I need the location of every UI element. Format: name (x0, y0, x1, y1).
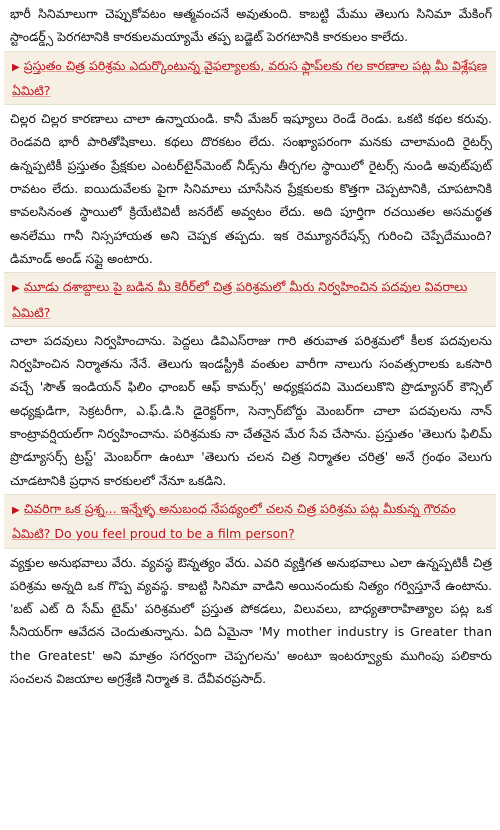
question-2-text: మూడు దశాబ్దాలు పై బడిన మీ కెరీర్‌లో చిత్ర పరిశ్రమలో మీరు నిర్వహించిన పదవుల వివరాలు ఏమిటి? (12, 279, 468, 320)
answer-2: చాలా పదవులు నిర్వహించాను. పెద్దలు డివిఎస్‌రాజు గారి తరువాత పరిశ్రమలో కీలక పదవులను నిర్వహించిన నిర్మాతను నేనే. తెలుగు ఇండస్ట్రీకి వంతుల వారీగా నాలుగు సంవత్సరాలకు ఒకసారి వచ్చే 'సౌత్ ఇండియన్ ఫిలిం ఛాంబర్ ఆఫ్ కామర్స్' అధ్యక్షపదవి మొదలుకొని ప్రొడ్యూసర్ కౌన్సిల్ అధ్యక్షుడిగా, సెక్రటరీగా, ఎ.ఫ్.డి.సి డైరెక్టర్‌గా, సెన్సార్‌బోర్డు మెంబర్‌గా చాలా పదవులను నాన్ కాంట్రావర్షియల్‌గా నిర్వహించాను. పరిశ్రమకు నా చేతనైన మేర సేవ చేసాను. ప్రస్తుతం 'తెలుగు ఫిలిమ్ ప్రొడ్యూసర్స్ ట్రస్ట్' మెంబర్‌గా ఉంటూ 'తెలుగు చలన చిత్ర నిర్మాతల చరిత్ర' అనే గ్రంథం వెలుగు చూడటానికి ప్రధాన కారకులలో నేనూ ఒకడిని. (10, 332, 492, 488)
question-3 (4, 494, 496, 549)
question-3-text: చివరిగా ఒక ప్రశ్న... ఇన్నేళ్ళ అనుబంధ నేపథ్యంలో చలన చిత్ర పరిశ్రమ పట్ల మీకున్న గౌరవం ఏమిటి? Do you feel proud to be a film person? (12, 500, 456, 542)
triangle-right-icon: ▶ (12, 61, 20, 73)
question-2 (4, 272, 496, 327)
triangle-right-icon: ▶ (12, 283, 20, 295)
question-1-text: ప్రస్తుతం చిత్ర పరిశ్రమ ఎదుర్కొంటున్న వైఫల్యాలకు, వరుస ఫ్లాప్‌లకు గల కారణాల పట్ల మీ విశ్లేషణ ఏమిటి? (12, 57, 488, 98)
triangle-right-icon: ▶ (12, 504, 20, 516)
question-1 (4, 51, 496, 106)
paragraph-intro: భారీ సినిమాలుగా చెప్పుకోవటం ఆత్మవంచనే అవుతుంది. కాబట్టి మేము తెలుగు సినిమా మేకింగ్ స్టాండర్డ్స్ పెరగటానికి కారకులమయ్యామే తప్ప బడ్జెట్ పెరగటానికి కారకులం కాలేదు. (10, 6, 492, 45)
answer-1: చిల్లర చిల్లర కారణాలు చాలా ఉన్నాయండి. కానీ మేజర్ ఇష్యూలు రెండే రెండు. ఒకటి కథల కరువు. రెండవది భారీ పారితోషికాలు. కథలు దొరకటం లేదు. సంఖ్యాపరంగా మనకు చాలామంది రైటర్స్ ఉన్నప్పటికీ ప్రస్తుతం ప్రేక్షకుల ఎంటర్‌టైన్‌మెంట్ నీడ్స్‌ను తీర్చగల స్థాయిలో రైటర్స్ నుండి అవుట్‌పుట్ రావటం లేదు. ఐయిదువేలకు పైగా సినిమాలు చూసేసిన ప్రేక్షకులకు కొత్తగా చెప్పటానికి, చూపటానికి కావలసినంత స్థాయిలో క్రియేటివిటీ జనరేట్ అవ్వటం లేదు. అది పూర్తిగా రచయితల అసమర్థత అనలేము గానీ నిస్సహాయత అని చెప్పక తప్పదు. ఇక రెమ్యూనరేషన్స్ గురించి చెప్పేదేముంది? డిమాండ్ అండ్ సప్లై అంటారు. (10, 111, 492, 266)
answer-3: వ్యక్తుల అనుభవాలు వేరు. వ్యవస్థ ఔన్నత్యం వేరు. ఎవరి వ్యక్తిగత అనుభవాలు ఎలా ఉన్నప్పటికీ చిత్ర పరిశ్రమ అన్నది ఒక గొప్ప వ్యవస్థ. కాబట్టి సినిమా వాడిని అయినందుకు నిత్యం గర్విస్తూనే ఉంటాను. 'బట్ ఎట్ ది సేమ్ టైమ్' పరిశ్రమలో ప్రస్తుత పోకడలు, విలువలు, బాధ్యతారాహిత్యాల పట్ల ఒక సీనియర్‌గా ఆవేదన చెందుతున్నాను. ఏది ఏమైనా 'My mother industry is Greater than the Greatest' అని మాత్రం సగర్వంగా చెప్పగలను' అంటూ ఇంటర్వ్యూకు ముగింపు పలికారు సంచలన విజయాల అగ్రశ్రేణి నిర్మాత కె. దేవీవరప్రసాద్. (10, 554, 492, 687)
